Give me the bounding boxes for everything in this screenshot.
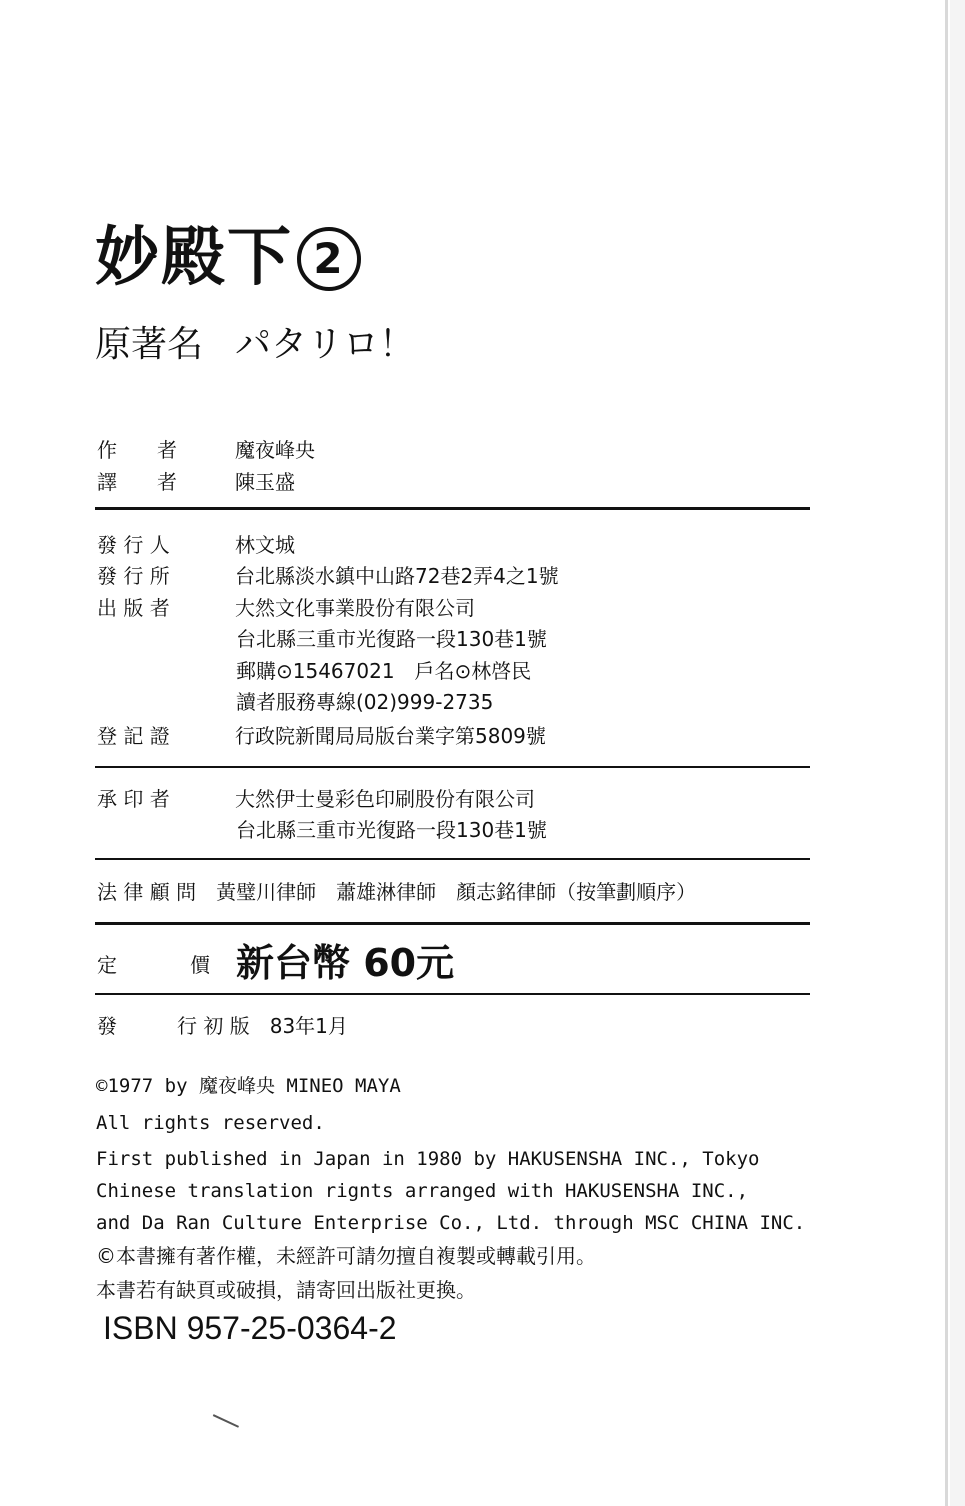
issuer-name: 林文城 [235, 533, 295, 557]
translator-row [97, 467, 295, 497]
registration-label: 登 記 證 [97, 724, 170, 748]
edition-info: 發 行 初 版 83年1月 [97, 1014, 348, 1038]
price-value: 新台幣 60元 [236, 941, 455, 985]
divider [95, 993, 810, 995]
page-margin [950, 0, 965, 1506]
divider [95, 858, 810, 860]
publisher-label: 出 版 者 [97, 596, 170, 620]
copyright-line: ©1977 by 魔夜峰央 MINEO MAYA [96, 1075, 401, 1097]
publisher-row [97, 593, 475, 623]
publisher-address: 台北縣三重市光復路一段130巷1號 [236, 627, 547, 651]
office-row [97, 561, 559, 591]
issuer-label: 發 行 人 [97, 533, 170, 557]
translator-name: 陳玉盛 [235, 470, 295, 494]
author-row [97, 435, 315, 465]
office-address: 台北縣淡水鎮中山路72巷2弄4之1號 [235, 564, 559, 588]
registration-number: 行政院新聞局局版台業字第5809號 [235, 724, 546, 748]
registration-row [97, 721, 546, 751]
first-published-line: First published in Japan in 1980 by HAKUSENSHA INC., Tokyo [96, 1148, 760, 1170]
printer-name: 大然伊士曼彩色印刷股份有限公司 [235, 787, 535, 811]
isbn: ISBN 957-25-0364-2 [103, 1310, 397, 1346]
defect-notice-cn: 本書若有缺頁或破損，請寄回出版社更換。 [96, 1278, 476, 1302]
publisher-postal: 郵購⊙15467021 戶名⊙林啓民 [236, 659, 532, 683]
page-edge [945, 0, 948, 1506]
book-title [95, 218, 361, 298]
publisher-hotline: 讀者服務專線(02)999-2735 [236, 690, 494, 714]
price-label-1: 定 [97, 953, 117, 977]
translation-rights-line: Chinese translation rignts arranged with HAKUSENSHA INC., [96, 1180, 749, 1202]
original-title [95, 322, 415, 368]
copyright-notice-cn: ©本書擁有著作權，未經許可請勿擅自複製或轉載引用。 [96, 1244, 596, 1268]
printer-row [97, 784, 535, 814]
volume-number: 2 [297, 227, 361, 291]
author-name: 魔夜峰央 [235, 438, 315, 462]
title-text: 妙殿下 [95, 221, 293, 295]
divider [95, 922, 810, 925]
publisher-name: 大然文化事業股份有限公司 [235, 596, 475, 620]
printer-label: 承 印 者 [97, 787, 170, 811]
office-label: 發 行 所 [97, 564, 170, 588]
stray-mark [213, 1414, 239, 1427]
original-title-name: パタリロ！ [235, 324, 416, 365]
printer-address: 台北縣三重市光復路一段130巷1號 [236, 818, 547, 842]
issuer-row [97, 530, 295, 560]
legal-advisors: 法 律 顧 問 黃璧川律師 蕭雄淋律師 顏志銘律師（按筆劃順序） [97, 880, 697, 904]
divider [95, 766, 810, 768]
translator-label: 譯 者 [97, 470, 177, 494]
rights-line: All rights reserved. [96, 1112, 325, 1134]
original-title-label: 原著名 [95, 324, 204, 365]
agency-line: and Da Ran Culture Enterprise Co., Ltd. through MSC CHINA INC. [96, 1212, 806, 1234]
author-label: 作 者 [97, 438, 177, 462]
price-label-2: 價 [190, 953, 210, 977]
divider [95, 507, 810, 510]
